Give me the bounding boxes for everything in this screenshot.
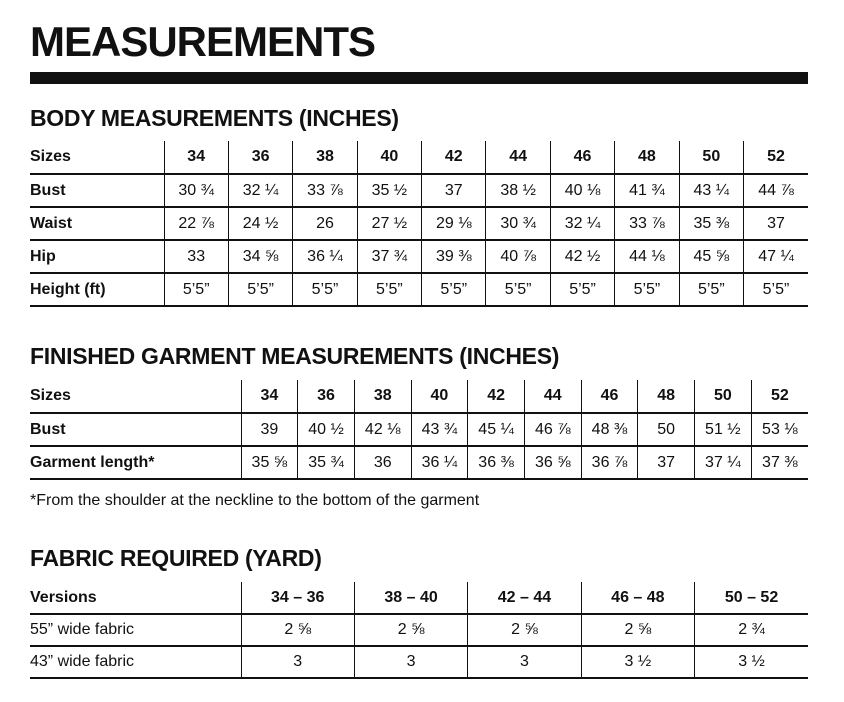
garment-footnote: *From the shoulder at the neckline to the bottom of the garment: [30, 492, 480, 509]
body-cell: 5’5”: [550, 273, 614, 306]
body-cell: 37: [422, 174, 486, 207]
body-cell: 41 ¾: [615, 174, 679, 207]
body-cell: 29 ⅛: [422, 207, 486, 240]
body-measurements-table: [30, 141, 808, 307]
body-cell: 5’5”: [357, 273, 421, 306]
garment-cell: 36 ⅝: [524, 446, 581, 479]
body-column-header: 46: [550, 141, 614, 174]
garment-column-header: 36: [298, 380, 355, 413]
fabric-cell: 2 ⅝: [354, 614, 467, 646]
body-cell: 22 ⅞: [164, 207, 228, 240]
body-cell: 5’5”: [679, 273, 743, 306]
garment-column-header: 46: [581, 380, 638, 413]
body-header-row: [30, 141, 808, 174]
body-cell: 38 ½: [486, 174, 550, 207]
fabric-cell: 3: [241, 646, 354, 678]
body-row: [30, 207, 808, 240]
body-row-label: Hip: [30, 240, 164, 273]
garment-cell: 36: [354, 446, 411, 479]
garment-column-header: 34: [241, 380, 298, 413]
body-cell: 5’5”: [164, 273, 228, 306]
garment-column-header: 52: [751, 380, 808, 413]
fabric-column-header: 42 – 44: [468, 582, 581, 614]
garment-cell: 35 ¾: [298, 446, 355, 479]
body-cell: 40 ⅛: [550, 174, 614, 207]
garment-cell: 46 ⅞: [524, 413, 581, 446]
body-cell: 43 ¼: [679, 174, 743, 207]
fabric-header-row: [30, 582, 808, 614]
body-column-header: 34: [164, 141, 228, 174]
fabric-cell: 3: [468, 646, 581, 678]
body-cell: 33: [164, 240, 228, 273]
body-cell: 32 ¼: [228, 174, 292, 207]
garment-column-header: 38: [354, 380, 411, 413]
body-cell: 30 ¾: [486, 207, 550, 240]
fabric-cell: 2 ¾: [695, 614, 808, 646]
body-measurements-heading: BODY MEASUREMENTS (INCHES): [30, 105, 399, 131]
body-cell: 5’5”: [228, 273, 292, 306]
garment-header-row: [30, 380, 808, 413]
garment-cell: 36 ⅞: [581, 446, 638, 479]
garment-column-header: 44: [524, 380, 581, 413]
body-cell: 45 ⅝: [679, 240, 743, 273]
fabric-cell: 2 ⅝: [581, 614, 694, 646]
garment-cell: 51 ½: [695, 413, 752, 446]
body-cell: 5’5”: [486, 273, 550, 306]
fabric-cell: 3 ½: [695, 646, 808, 678]
fabric-cell: 2 ⅝: [468, 614, 581, 646]
body-cell: 5’5”: [422, 273, 486, 306]
body-cell: 37: [744, 207, 808, 240]
body-cell: 5’5”: [293, 273, 357, 306]
garment-measurements-table: [30, 380, 808, 480]
body-column-header: 44: [486, 141, 550, 174]
garment-cell: 42 ⅛: [354, 413, 411, 446]
garment-cell: 50: [638, 413, 695, 446]
body-row-label: Bust: [30, 174, 164, 207]
body-row-label: Height (ft): [30, 273, 164, 306]
fabric-required-heading: FABRIC REQUIRED (YARD): [30, 545, 322, 571]
garment-cell: 45 ¼: [468, 413, 525, 446]
fabric-required-table: [30, 582, 808, 679]
fabric-column-header: 50 – 52: [695, 582, 808, 614]
body-cell: 35 ½: [357, 174, 421, 207]
fabric-header-label: Versions: [30, 582, 241, 614]
body-cell: 5’5”: [615, 273, 679, 306]
fabric-row: [30, 614, 808, 646]
body-column-header: 52: [744, 141, 808, 174]
fabric-row: [30, 646, 808, 678]
title-rule: [30, 72, 808, 84]
garment-cell: 43 ¾: [411, 413, 468, 446]
body-cell: 30 ¾: [164, 174, 228, 207]
body-cell: 39 ⅜: [422, 240, 486, 273]
garment-cell: 37 ¼: [695, 446, 752, 479]
body-column-header: 36: [228, 141, 292, 174]
body-row: [30, 240, 808, 273]
garment-column-header: 42: [468, 380, 525, 413]
body-cell: 26: [293, 207, 357, 240]
fabric-column-header: 34 – 36: [241, 582, 354, 614]
body-column-header: 48: [615, 141, 679, 174]
body-cell: 34 ⅝: [228, 240, 292, 273]
body-cell: 32 ¼: [550, 207, 614, 240]
garment-cell: 40 ½: [298, 413, 355, 446]
fabric-row-label: 55” wide fabric: [30, 614, 241, 646]
fabric-cell: 3: [354, 646, 467, 678]
body-cell: 27 ½: [357, 207, 421, 240]
garment-cell: 48 ⅜: [581, 413, 638, 446]
body-cell: 33 ⅞: [293, 174, 357, 207]
page-title: MEASUREMENTS: [30, 18, 376, 65]
body-cell: 44 ⅞: [744, 174, 808, 207]
garment-cell: 36 ⅜: [468, 446, 525, 479]
garment-cell: 35 ⅝: [241, 446, 298, 479]
garment-cell: 53 ⅛: [751, 413, 808, 446]
garment-cell: 37 ⅜: [751, 446, 808, 479]
body-cell: 44 ⅛: [615, 240, 679, 273]
body-cell: 5’5”: [744, 273, 808, 306]
garment-header-label: Sizes: [30, 380, 241, 413]
body-cell: 40 ⅞: [486, 240, 550, 273]
body-column-header: 38: [293, 141, 357, 174]
body-cell: 37 ¾: [357, 240, 421, 273]
body-row-label: Waist: [30, 207, 164, 240]
body-header-label: Sizes: [30, 141, 164, 174]
garment-measurements-heading: FINISHED GARMENT MEASUREMENTS (INCHES): [30, 343, 560, 369]
garment-row: [30, 446, 808, 479]
body-row: [30, 174, 808, 207]
body-cell: 35 ⅜: [679, 207, 743, 240]
body-column-header: 50: [679, 141, 743, 174]
garment-cell: 39: [241, 413, 298, 446]
fabric-column-header: 46 – 48: [581, 582, 694, 614]
garment-row-label: Garment length*: [30, 446, 241, 479]
body-column-header: 40: [357, 141, 421, 174]
body-column-header: 42: [422, 141, 486, 174]
garment-row-label: Bust: [30, 413, 241, 446]
garment-row: [30, 413, 808, 446]
garment-cell: 37: [638, 446, 695, 479]
fabric-row-label: 43” wide fabric: [30, 646, 241, 678]
fabric-cell: 3 ½: [581, 646, 694, 678]
body-cell: 24 ½: [228, 207, 292, 240]
fabric-column-header: 38 – 40: [354, 582, 467, 614]
body-row: [30, 273, 808, 306]
body-cell: 33 ⅞: [615, 207, 679, 240]
garment-column-header: 50: [695, 380, 752, 413]
body-cell: 36 ¼: [293, 240, 357, 273]
body-cell: 42 ½: [550, 240, 614, 273]
body-cell: 47 ¼: [744, 240, 808, 273]
garment-cell: 36 ¼: [411, 446, 468, 479]
garment-column-header: 48: [638, 380, 695, 413]
fabric-cell: 2 ⅝: [241, 614, 354, 646]
garment-column-header: 40: [411, 380, 468, 413]
